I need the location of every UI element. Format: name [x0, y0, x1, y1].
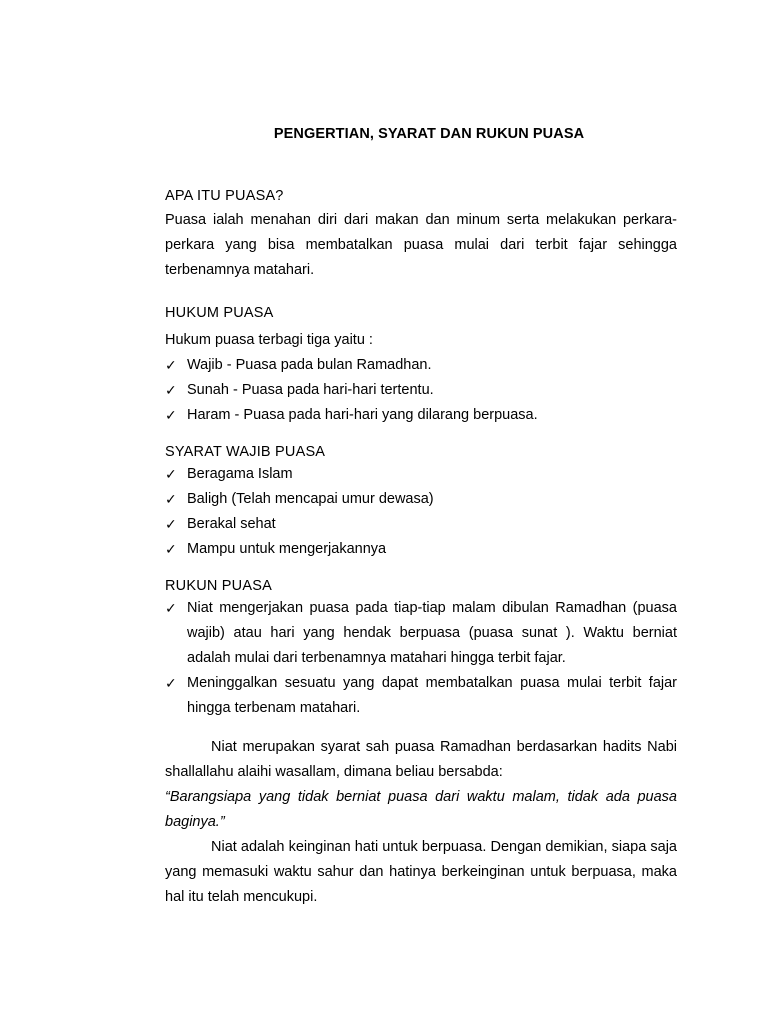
section-rukun-puasa: [165, 576, 677, 721]
list-item-text: Niat mengerjakan puasa pada tiap-tiap malam dibulan Ramadhan (puasa wajib) atau hari yang hendak berpuasa (puasa sunat ). Waktu berniat adalah mulai dari terbenamnya matahari hingga terbit fajar.: [187, 600, 677, 666]
check-mark-icon: ✓: [165, 541, 177, 557]
list-item: [165, 537, 677, 562]
section-heading: HUKUM PUASA: [165, 305, 274, 321]
document-content: [165, 126, 677, 924]
list-item-text: Beragama Islam: [187, 466, 293, 482]
section-paragraph: Puasa ialah menahan diri dari makan dan minum serta melakukan perkara-perkara yang bisa membatalkan puasa mulai dari terbit fajar sehingga terbenamnya matahari.: [165, 212, 677, 278]
section-heading: APA ITU PUASA?: [165, 188, 284, 204]
list-item: [165, 671, 677, 721]
section-heading: RUKUN PUASA: [165, 578, 272, 594]
list-item: [165, 596, 677, 671]
list-item-text: Wajib - Puasa pada bulan Ramadhan.: [187, 357, 432, 373]
list-item-text: Berakal sehat: [187, 516, 276, 532]
check-mark-icon: ✓: [165, 516, 177, 532]
check-mark-icon: ✓: [165, 382, 177, 398]
list-item: [165, 512, 677, 537]
rukun-list: [165, 596, 677, 721]
hukum-list: [165, 353, 677, 428]
hadith-quote: “Barangsiapa yang tidak berniat puasa dari waktu malam, tidak ada puasa baginya.”: [165, 789, 677, 830]
section-heading: SYARAT WAJIB PUASA: [165, 444, 326, 460]
list-item-text: Mampu untuk mengerjakannya: [187, 541, 387, 557]
check-mark-icon: ✓: [165, 466, 177, 482]
section-intro: Hukum puasa terbagi tiga yaitu :: [165, 332, 373, 348]
section-hukum-puasa: [165, 303, 677, 428]
list-item: [165, 353, 677, 378]
check-mark-icon: ✓: [165, 407, 177, 423]
check-mark-icon: ✓: [165, 600, 177, 616]
syarat-list: [165, 462, 677, 562]
list-item: [165, 378, 677, 403]
check-mark-icon: ✓: [165, 491, 177, 507]
list-item: [165, 487, 677, 512]
niat-explanation-paragraph: Niat adalah keinginan hati untuk berpuasa. Dengan demikian, siapa saja yang memasuki waktu sahur dan hatinya berkeinginan untuk berpuasa, maka hal itu telah mencukupi.: [165, 839, 677, 905]
section-apa-itu-puasa: [165, 186, 677, 283]
niat-paragraph: Niat merupakan syarat sah puasa Ramadhan berdasarkan hadits Nabi shallallahu alaihi wasallam, dimana beliau bersabda:: [165, 739, 677, 780]
list-item: [165, 403, 677, 428]
list-item-text: Haram - Puasa pada hari-hari yang dilarang berpuasa.: [187, 407, 538, 423]
check-mark-icon: ✓: [165, 675, 177, 691]
section-syarat-wajib-puasa: [165, 442, 677, 562]
list-item-text: Baligh (Telah mencapai umur dewasa): [187, 491, 434, 507]
list-item-text: Meninggalkan sesuatu yang dapat membatalkan puasa mulai terbit fajar hingga terbenam matahari.: [187, 675, 677, 716]
check-mark-icon: ✓: [165, 357, 177, 373]
list-item: [165, 462, 677, 487]
list-item-text: Sunah - Puasa pada hari-hari tertentu.: [187, 382, 434, 398]
document-title: PENGERTIAN, SYARAT DAN RUKUN PUASA: [273, 126, 585, 142]
section-niat: [165, 735, 677, 910]
